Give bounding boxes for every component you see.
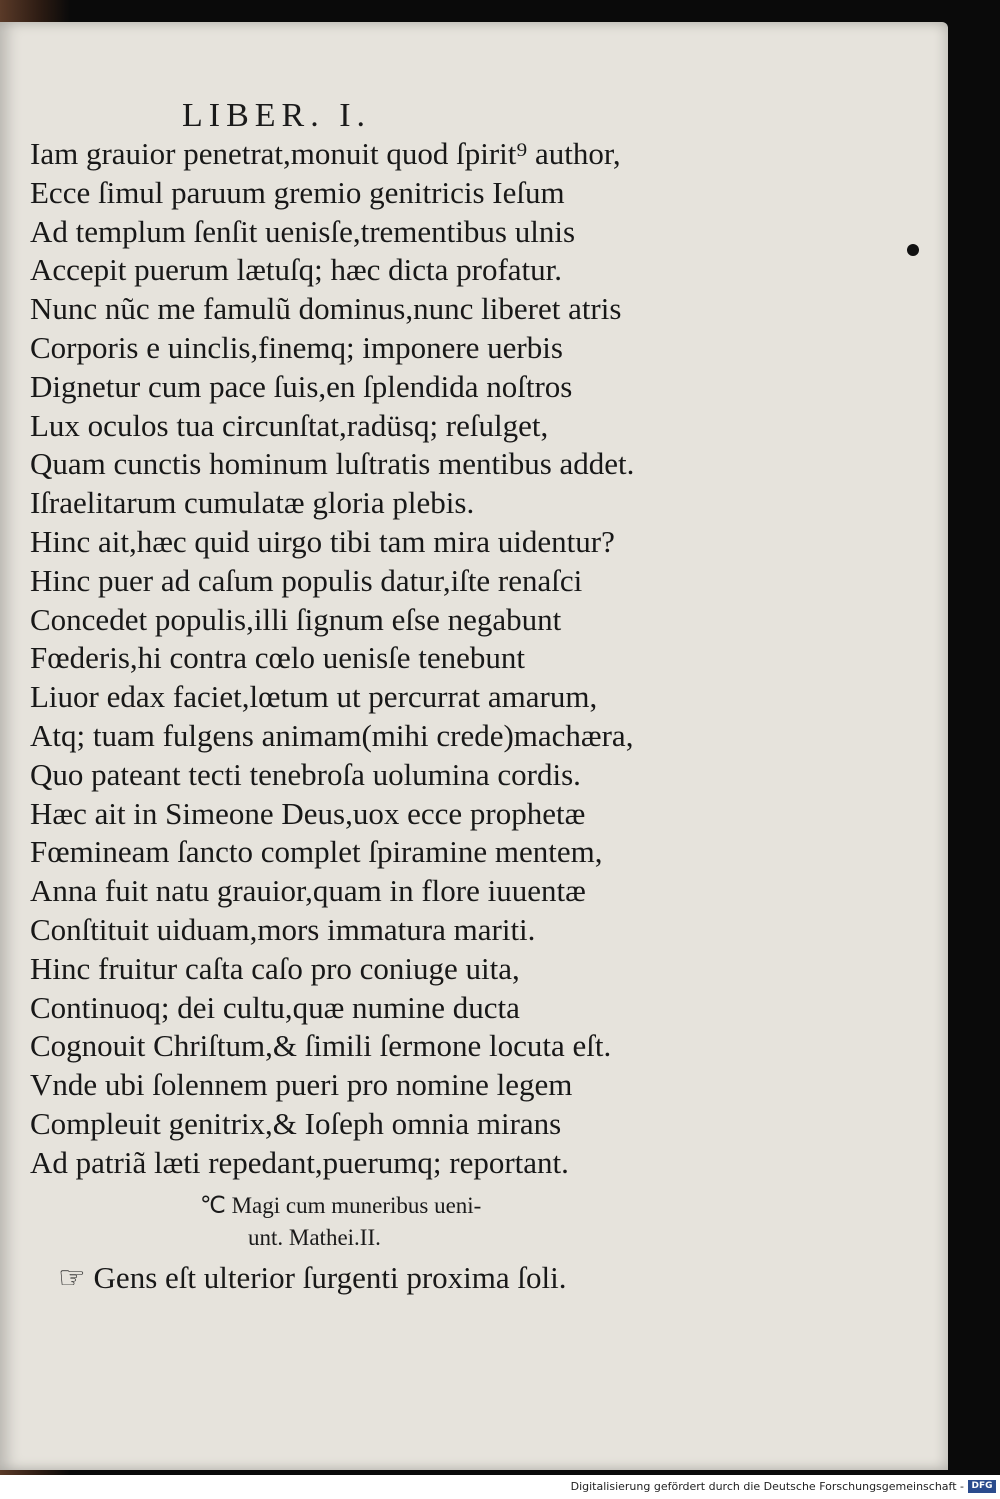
verse-line: Accepit puerum lætuſq; hæc dicta profatur. — [30, 252, 563, 288]
verse-line: Liuor edax faciet,lœtum ut percurrat amarum, — [30, 679, 598, 715]
ink-dot — [907, 244, 919, 256]
last-verse-line: ☞ Gens eſt ulterior ſurgenti proxima ſoli. — [58, 1260, 567, 1295]
footer-bar — [0, 1475, 1000, 1499]
verse-line: Ad templum ſenſit uenisſe,trementibus ulnis — [30, 213, 576, 249]
verse-line: Hæc ait in Simeone Deus,uox ecce prophetæ — [30, 795, 586, 831]
book-page — [0, 22, 948, 1470]
section-heading-line-2: unt. Mathei.II. — [248, 1225, 381, 1250]
verse-line: Conſtituit uiduam,mors immatura mariti. — [30, 911, 536, 947]
verse-line: Fœderis,hi contra cœlo uenisſe tenebunt — [30, 640, 526, 676]
verse-line: Cognouit Chriſtum,& ſimili ſermone locuta eſt. — [30, 1028, 612, 1064]
verse-line: Iam grauior penetrat,monuit quod ſpirit⁹ author, — [30, 136, 621, 171]
verse-line: Ecce ſimul paruum gremio genitricis Ieſum — [30, 174, 565, 210]
dfg-logo-icon: DFG — [968, 1480, 996, 1493]
verse-line: Quo pateant tecti tenebroſa uolumina cordis. — [30, 756, 581, 792]
verse-line: Hinc fruitur caſta caſo pro coniuge uita, — [30, 950, 520, 986]
verse-line: Hinc ait,hæc quid uirgo tibi tam mira uidentur? — [30, 523, 615, 559]
section-heading-line-1: ℃ Magi cum muneribus ueni- — [200, 1193, 482, 1218]
verse-line: Hinc puer ad caſum populis datur,iſte renaſci — [30, 562, 583, 598]
running-head: LIBER. I. — [182, 97, 372, 134]
verse-line: Corporis e uinclis,finemq; imponere uerbis — [30, 329, 563, 365]
verse-line: Vnde ubi ſolennem pueri pro nomine legem — [30, 1067, 573, 1103]
verse-line: Compleuit genitrix,& Ioſeph omnia mirans — [30, 1105, 562, 1141]
verse-block — [30, 135, 750, 1183]
verse-line: Continuoq; dei cultu,quæ numine ducta — [30, 989, 520, 1025]
verse-line: Iſraelitarum cumulatæ gloria plebis. — [30, 485, 475, 521]
verse-line: Ad patriã læti repedant,puerumq; reportant. — [30, 1144, 569, 1180]
verse-line: Anna fuit natu grauior,quam in flore iuuentæ — [30, 873, 586, 909]
footer-credit: Digitalisierung gefördert durch die Deutsche Forschungsgemeinschaft - — [570, 1480, 964, 1493]
verse-line: Atq; tuam fulgens animam(mihi crede)machæra, — [30, 717, 634, 753]
verse-line: Concedet populis,illi ſignum eſse negabunt — [30, 601, 562, 637]
verse-line: Lux oculos tua circunſtat,radüsq; reſulget, — [30, 407, 549, 443]
verse-line: Fœmineam ſancto complet ſpiramine mentem, — [30, 834, 603, 870]
verse-line: Nunc nũc me famulũ dominus,nunc liberet atris — [30, 291, 622, 327]
verse-line: Dignetur cum pace ſuis,en ſplendida noſtros — [30, 368, 573, 404]
section-heading — [200, 1190, 700, 1254]
verse-line: Quam cunctis hominum luſtratis mentibus addet. — [30, 446, 635, 482]
